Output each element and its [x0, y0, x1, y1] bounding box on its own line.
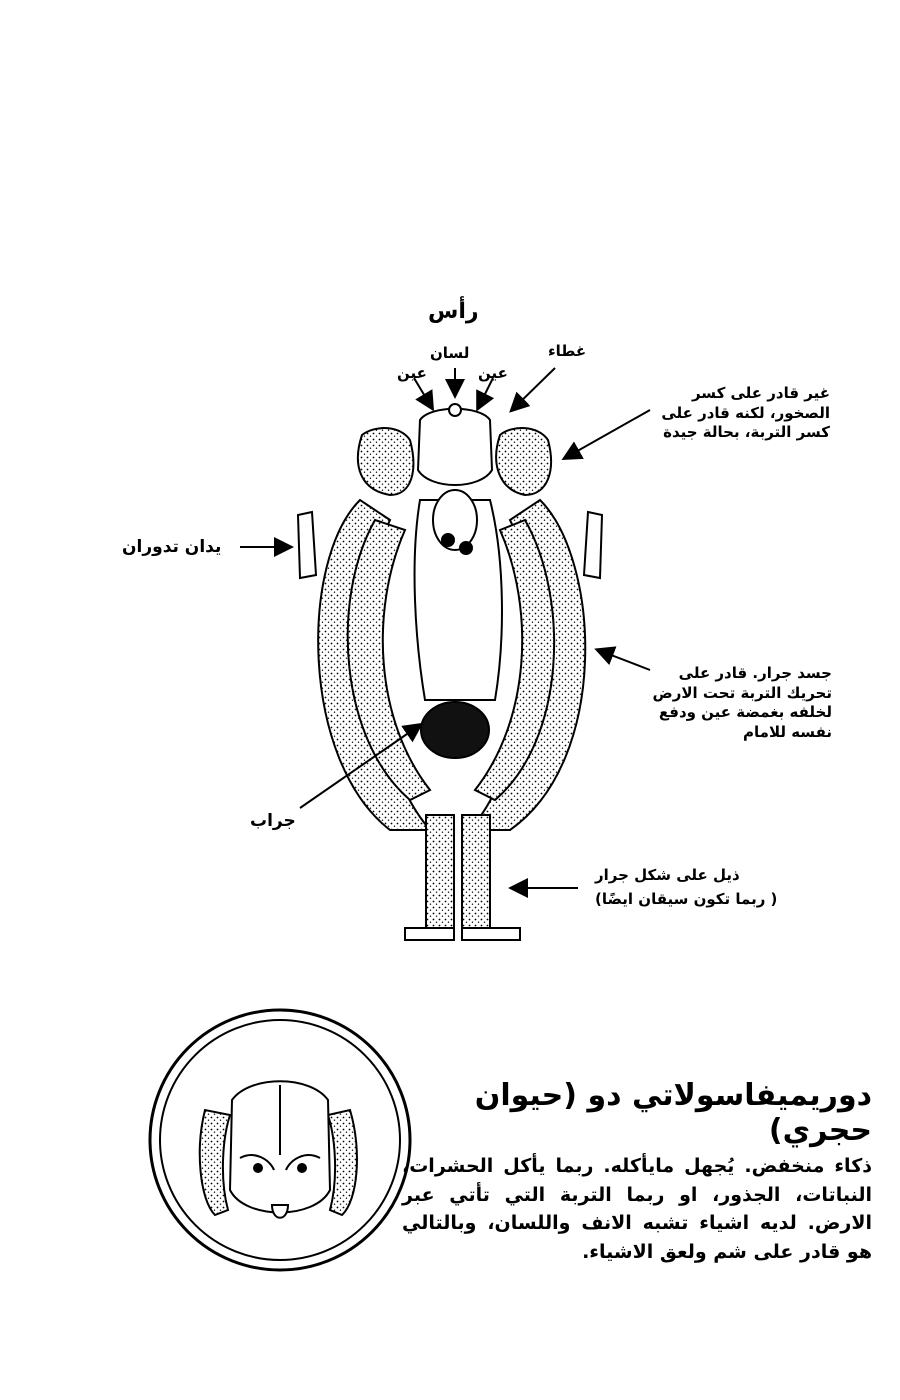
label-pouch: جراب: [250, 811, 296, 831]
arrow-body: [598, 650, 650, 670]
creature-title: دوريميفاسولاتي دو (حيوان حجري): [474, 1078, 872, 1148]
label-eye-left: عين: [397, 364, 427, 382]
label-rotating-hands: يدان تدوران: [122, 537, 222, 557]
creature-face: [200, 1081, 357, 1218]
creature-description: ذكاء منخفض. يُجهل مايأكله. ربما يأكل الحشرات، النباتات، الجذور، او ربما التربة التي تأتي عبر الارض. لديه اشياء تشبه الانف واللسان، وبالتالي هو قادر على شم ولعق الاشياء.: [402, 1155, 872, 1263]
arrow-cover: [512, 368, 555, 410]
label-tongue: لسان: [430, 344, 470, 362]
label-tail-note-2: ( ربما تكون سيقان ايضًا): [595, 890, 778, 908]
label-tail-note-1: ذيل على شكل جرار: [595, 866, 740, 884]
label-cover: غطاء: [548, 342, 587, 360]
arrow-cover-note: [565, 410, 650, 458]
portrait-emblem: [150, 1010, 410, 1270]
stone-creature-illustration: [298, 404, 602, 940]
label-body-note: جسد جرار. قادر على تحريك التربة تحت الارض لخلفه بغمضة عين ودفع نفسه للامام: [652, 664, 832, 741]
label-eye-right: عين: [478, 364, 508, 382]
label-cover-note: غير قادر على كسر الصخور، لكنه قادر على كسر التربة، بحالة جيدة: [661, 384, 830, 441]
label-head: رأس: [428, 299, 479, 324]
